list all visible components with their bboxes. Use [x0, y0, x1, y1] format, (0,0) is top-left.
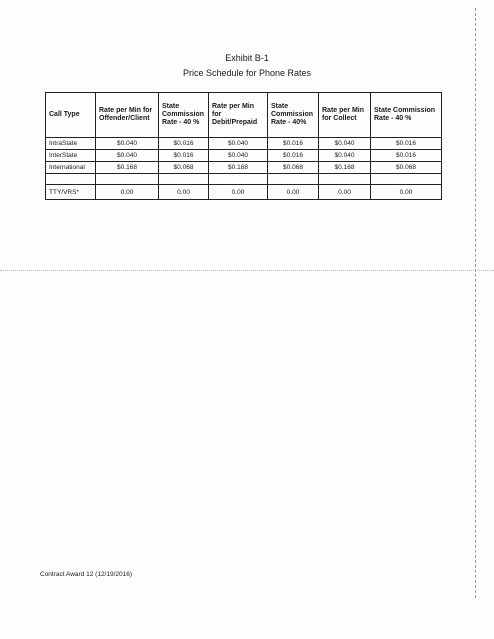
cell-value: 0.00	[96, 185, 159, 200]
cell-value: $0.016	[268, 150, 319, 162]
header-rate-collect: Rate per Min for Collect	[319, 93, 371, 138]
cell-value: 0.00	[159, 185, 209, 200]
footer-contract-award: Contract Award 12 (12/19/2016)	[40, 571, 133, 578]
header-commission-3: State Commission Rate - 40 %	[371, 93, 442, 138]
cell-value: $0.040	[96, 138, 159, 150]
header-rate-offender-client: Rate per Min for Offender/Client	[96, 93, 159, 138]
table-row	[46, 138, 442, 150]
cell-value: $0.040	[96, 150, 159, 162]
cell-value: $0.040	[319, 150, 371, 162]
cell-value: $0.068	[268, 162, 319, 174]
cell-call-type: International	[46, 162, 96, 174]
header-rate-debit-prepaid: Rate per Min for Debit/Prepaid	[209, 93, 268, 138]
price-schedule-table	[45, 92, 442, 200]
cell-value: $0.040	[319, 138, 371, 150]
cell-value: $0.016	[268, 138, 319, 150]
cell-call-type: IntraState	[46, 138, 96, 150]
exhibit-title: Exhibit B-1	[225, 53, 269, 63]
scan-artifact-line	[0, 270, 494, 271]
table-row	[46, 162, 442, 174]
header-call-type: Call Type	[46, 93, 96, 138]
cell-call-type: InterState	[46, 150, 96, 162]
table-row	[46, 150, 442, 162]
cell-value: $0.068	[159, 162, 209, 174]
table-spacer-row	[46, 174, 442, 185]
scan-page-edge	[475, 8, 476, 598]
cell-value: $0.168	[319, 162, 371, 174]
cell-value: 0.00	[319, 185, 371, 200]
cell-value: $0.016	[159, 150, 209, 162]
cell-value: $0.016	[159, 138, 209, 150]
cell-value: $0.168	[209, 162, 268, 174]
exhibit-subtitle: Price Schedule for Phone Rates	[182, 68, 312, 78]
cell-value: $0.016	[371, 150, 442, 162]
table-row-tty	[46, 185, 442, 200]
table-header-row	[46, 93, 442, 138]
header-commission-1: State Commission Rate - 40 %	[159, 93, 209, 138]
cell-value: $0.068	[371, 162, 442, 174]
cell-value: 0.00	[371, 185, 442, 200]
cell-value: 0.00	[268, 185, 319, 200]
cell-value: $0.040	[209, 150, 268, 162]
cell-value: $0.016	[371, 138, 442, 150]
cell-call-type: TTY/VRS*	[46, 185, 96, 200]
cell-value: $0.040	[209, 138, 268, 150]
cell-value: 0.00	[209, 185, 268, 200]
header-commission-2: State Commission Rate - 40%	[268, 93, 319, 138]
cell-value: $0.168	[96, 162, 159, 174]
